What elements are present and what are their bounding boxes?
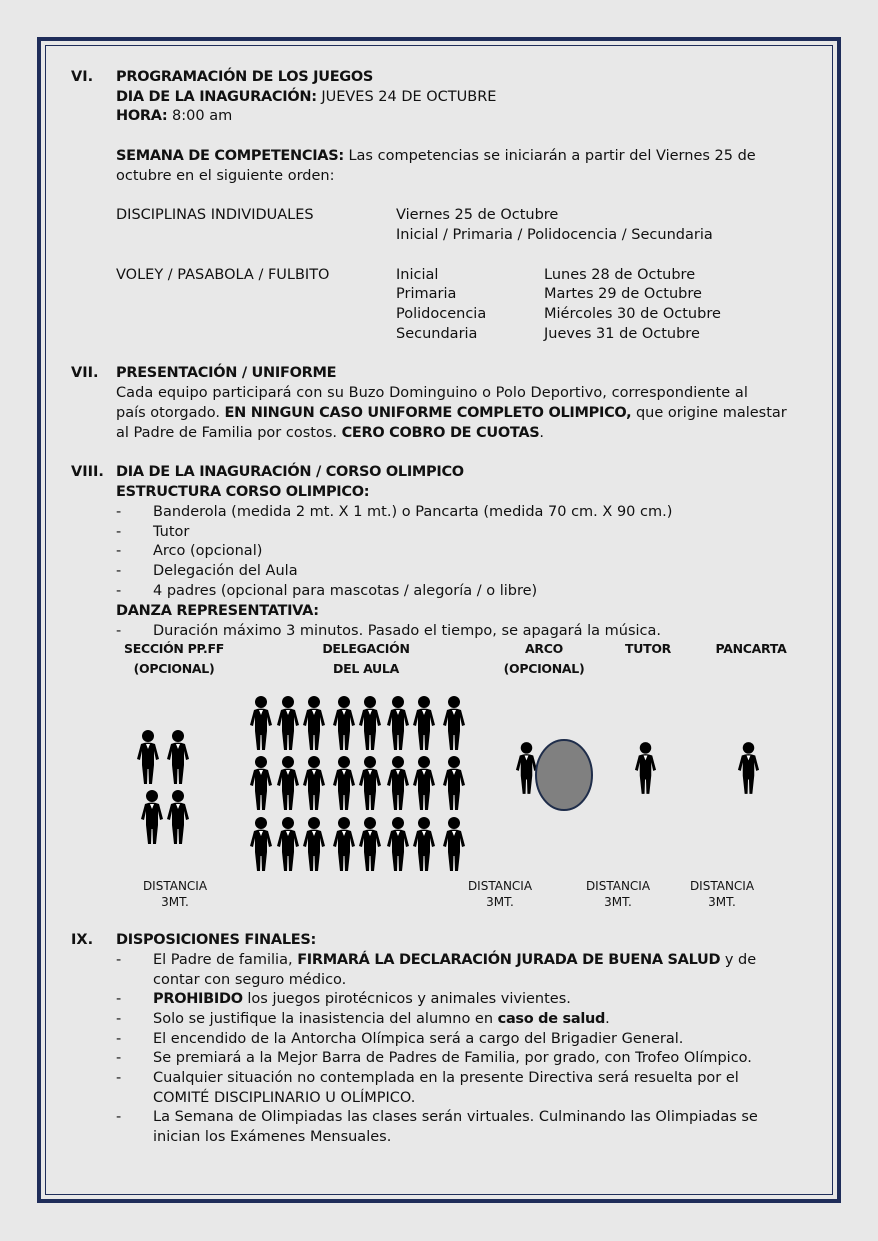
list-item: Arco (opcional) bbox=[153, 543, 263, 559]
distance-label: DISTANCIA 3MT. bbox=[467, 879, 533, 909]
dance-subtitle: DANZA REPRESENTATIVA: bbox=[116, 603, 319, 619]
list-item: Tutor bbox=[153, 524, 190, 540]
list-dash: - bbox=[116, 623, 122, 639]
final-item-health-cont: contar con seguro médico. bbox=[153, 972, 347, 988]
dance-item: Duración máximo 3 minutos. Pasado el tiempo, se apagará la música. bbox=[153, 623, 662, 639]
person-silhouette-icon bbox=[332, 694, 356, 752]
person-silhouette-icon bbox=[140, 788, 164, 846]
list-dash: - bbox=[116, 991, 122, 1007]
schedule-level: Primaria bbox=[396, 286, 457, 302]
arco-circle-icon bbox=[534, 738, 594, 812]
person-silhouette-icon bbox=[276, 815, 300, 873]
person-silhouette-icon bbox=[386, 754, 410, 812]
competition-week-line-2: octubre en el siguiente orden: bbox=[116, 168, 335, 184]
inauguration-date-line: DIA DE LA INAGURACIÓN: JUEVES 24 DE OCTUBRE bbox=[116, 89, 497, 105]
schedule-level: Inicial bbox=[396, 267, 439, 283]
person-silhouette-icon bbox=[249, 694, 273, 752]
team-sports-label: VOLEY / PASABOLA / FULBITO bbox=[116, 267, 330, 283]
section-viii-title: DIA DE LA INAGURACIÓN / CORSO OLIMPICO bbox=[116, 464, 464, 480]
list-dash: - bbox=[116, 1050, 122, 1066]
person-silhouette-icon bbox=[386, 694, 410, 752]
person-silhouette-icon bbox=[412, 694, 436, 752]
person-silhouette-icon bbox=[332, 815, 356, 873]
schedule-level: Polidocencia bbox=[396, 306, 487, 322]
person-silhouette-icon bbox=[136, 728, 160, 786]
schedule-date: Jueves 31 de Octubre bbox=[544, 326, 700, 342]
list-dash: - bbox=[116, 524, 122, 540]
list-dash: - bbox=[116, 1031, 122, 1047]
list-dash: - bbox=[116, 583, 122, 599]
diagram-label-pancarta: PANCARTA bbox=[715, 641, 787, 656]
individual-disciplines-date: Viernes 25 de Octubre bbox=[396, 207, 559, 223]
list-item: Banderola (medida 2 mt. X 1 mt.) o Pancarta (medida 70 cm. X 90 cm.) bbox=[153, 504, 673, 520]
person-silhouette-icon bbox=[166, 728, 190, 786]
final-item-committee-cont: COMITÉ DISCIPLINARIO U OLÍMPICO. bbox=[153, 1090, 416, 1106]
person-silhouette-icon bbox=[442, 815, 466, 873]
uniform-paragraph-line-1: Cada equipo participará con su Buzo Dominguino o Polo Deportivo, correspondiente al bbox=[116, 385, 748, 401]
final-item-committee: Cualquier situación no contemplada en la presente Directiva será resuelta por el bbox=[153, 1070, 739, 1086]
person-silhouette-icon bbox=[358, 815, 382, 873]
section-ix-number: IX. bbox=[71, 932, 94, 948]
inauguration-time-line: HORA: 8:00 am bbox=[116, 108, 233, 124]
final-item-prohibited: PROHIBIDO los juegos pirotécnicos y animales vivientes. bbox=[153, 991, 571, 1007]
person-silhouette-icon bbox=[302, 815, 326, 873]
uniform-paragraph-line-2: país otorgado. EN NINGUN CASO UNIFORME COMPLETO OLIMPICO, que origine malestar bbox=[116, 405, 787, 421]
section-vii-title: PRESENTACIÓN / UNIFORME bbox=[116, 365, 337, 381]
distance-label: DISTANCIA 3MT. bbox=[689, 879, 755, 909]
person-silhouette-icon bbox=[358, 754, 382, 812]
final-item-absence: Solo se justifique la inasistencia del alumno en caso de salud. bbox=[153, 1011, 610, 1027]
person-silhouette-icon bbox=[166, 788, 190, 846]
person-silhouette-icon bbox=[386, 815, 410, 873]
list-dash: - bbox=[116, 543, 122, 559]
diagram-label-seccion: SECCIÓN PP.FF (OPCIONAL) bbox=[124, 641, 224, 676]
person-silhouette-icon bbox=[276, 694, 300, 752]
person-silhouette-icon bbox=[737, 739, 760, 797]
final-item-award: Se premiará a la Mejor Barra de Padres de Familia, por grado, con Trofeo Olímpico. bbox=[153, 1050, 752, 1066]
person-silhouette-icon bbox=[442, 694, 466, 752]
corso-structure-subtitle: ESTRUCTURA CORSO OLIMPICO: bbox=[116, 484, 370, 500]
list-dash: - bbox=[116, 1011, 122, 1027]
person-silhouette-icon bbox=[302, 754, 326, 812]
list-dash: - bbox=[116, 1109, 122, 1125]
distance-label: DISTANCIA 3MT. bbox=[142, 879, 208, 909]
list-dash: - bbox=[116, 952, 122, 968]
section-vi-number: VI. bbox=[71, 69, 94, 85]
diagram-label-arco: ARCO (OPCIONAL) bbox=[503, 641, 585, 676]
final-item-torch: El encendido de la Antorcha Olímpica será a cargo del Brigadier General. bbox=[153, 1031, 684, 1047]
section-ix-title: DISPOSICIONES FINALES: bbox=[116, 932, 317, 948]
diagram-label-delegacion: DELEGACIÓN DEL AULA bbox=[322, 641, 410, 676]
final-item-virtual-cont: inician los Exámenes Mensuales. bbox=[153, 1129, 392, 1145]
uniform-paragraph-line-3: al Padre de Familia por costos. CERO COBRO DE CUOTAS. bbox=[116, 425, 545, 441]
schedule-date: Miércoles 30 de Octubre bbox=[544, 306, 721, 322]
person-silhouette-icon bbox=[302, 694, 326, 752]
person-silhouette-icon bbox=[249, 815, 273, 873]
individual-disciplines-label: DISCIPLINAS INDIVIDUALES bbox=[116, 207, 314, 223]
section-vii-number: VII. bbox=[71, 365, 99, 381]
list-dash: - bbox=[116, 504, 122, 520]
person-silhouette-icon bbox=[412, 754, 436, 812]
competition-week-line-1: SEMANA DE COMPETENCIAS: Las competencias se iniciarán a partir del Viernes 25 de bbox=[116, 148, 756, 164]
list-item: Delegación del Aula bbox=[153, 563, 298, 579]
individual-disciplines-levels: Inicial / Primaria / Polidocencia / Secundaria bbox=[396, 227, 713, 243]
person-silhouette-icon bbox=[332, 754, 356, 812]
schedule-date: Lunes 28 de Octubre bbox=[544, 267, 696, 283]
final-item-health: El Padre de familia, FIRMARÁ LA DECLARACIÓN JURADA DE BUENA SALUD y de bbox=[153, 952, 757, 968]
diagram-label-tutor: TUTOR bbox=[625, 641, 671, 656]
person-silhouette-icon bbox=[358, 694, 382, 752]
schedule-level: Secundaria bbox=[396, 326, 478, 342]
person-silhouette-icon bbox=[634, 739, 657, 797]
person-silhouette-icon bbox=[276, 754, 300, 812]
section-vi-title: PROGRAMACIÓN DE LOS JUEGOS bbox=[116, 69, 374, 85]
person-silhouette-icon bbox=[412, 815, 436, 873]
person-silhouette-icon bbox=[442, 754, 466, 812]
schedule-date: Martes 29 de Octubre bbox=[544, 286, 702, 302]
distance-label: DISTANCIA 3MT. bbox=[585, 879, 651, 909]
person-silhouette-icon bbox=[249, 754, 273, 812]
section-viii-number: VIII. bbox=[71, 464, 104, 480]
list-item: 4 padres (opcional para mascotas / alegoría / o libre) bbox=[153, 583, 538, 599]
list-dash: - bbox=[116, 563, 122, 579]
final-item-virtual: La Semana de Olimpiadas las clases serán virtuales. Culminando las Olimpiadas se bbox=[153, 1109, 758, 1125]
list-dash: - bbox=[116, 1070, 122, 1086]
